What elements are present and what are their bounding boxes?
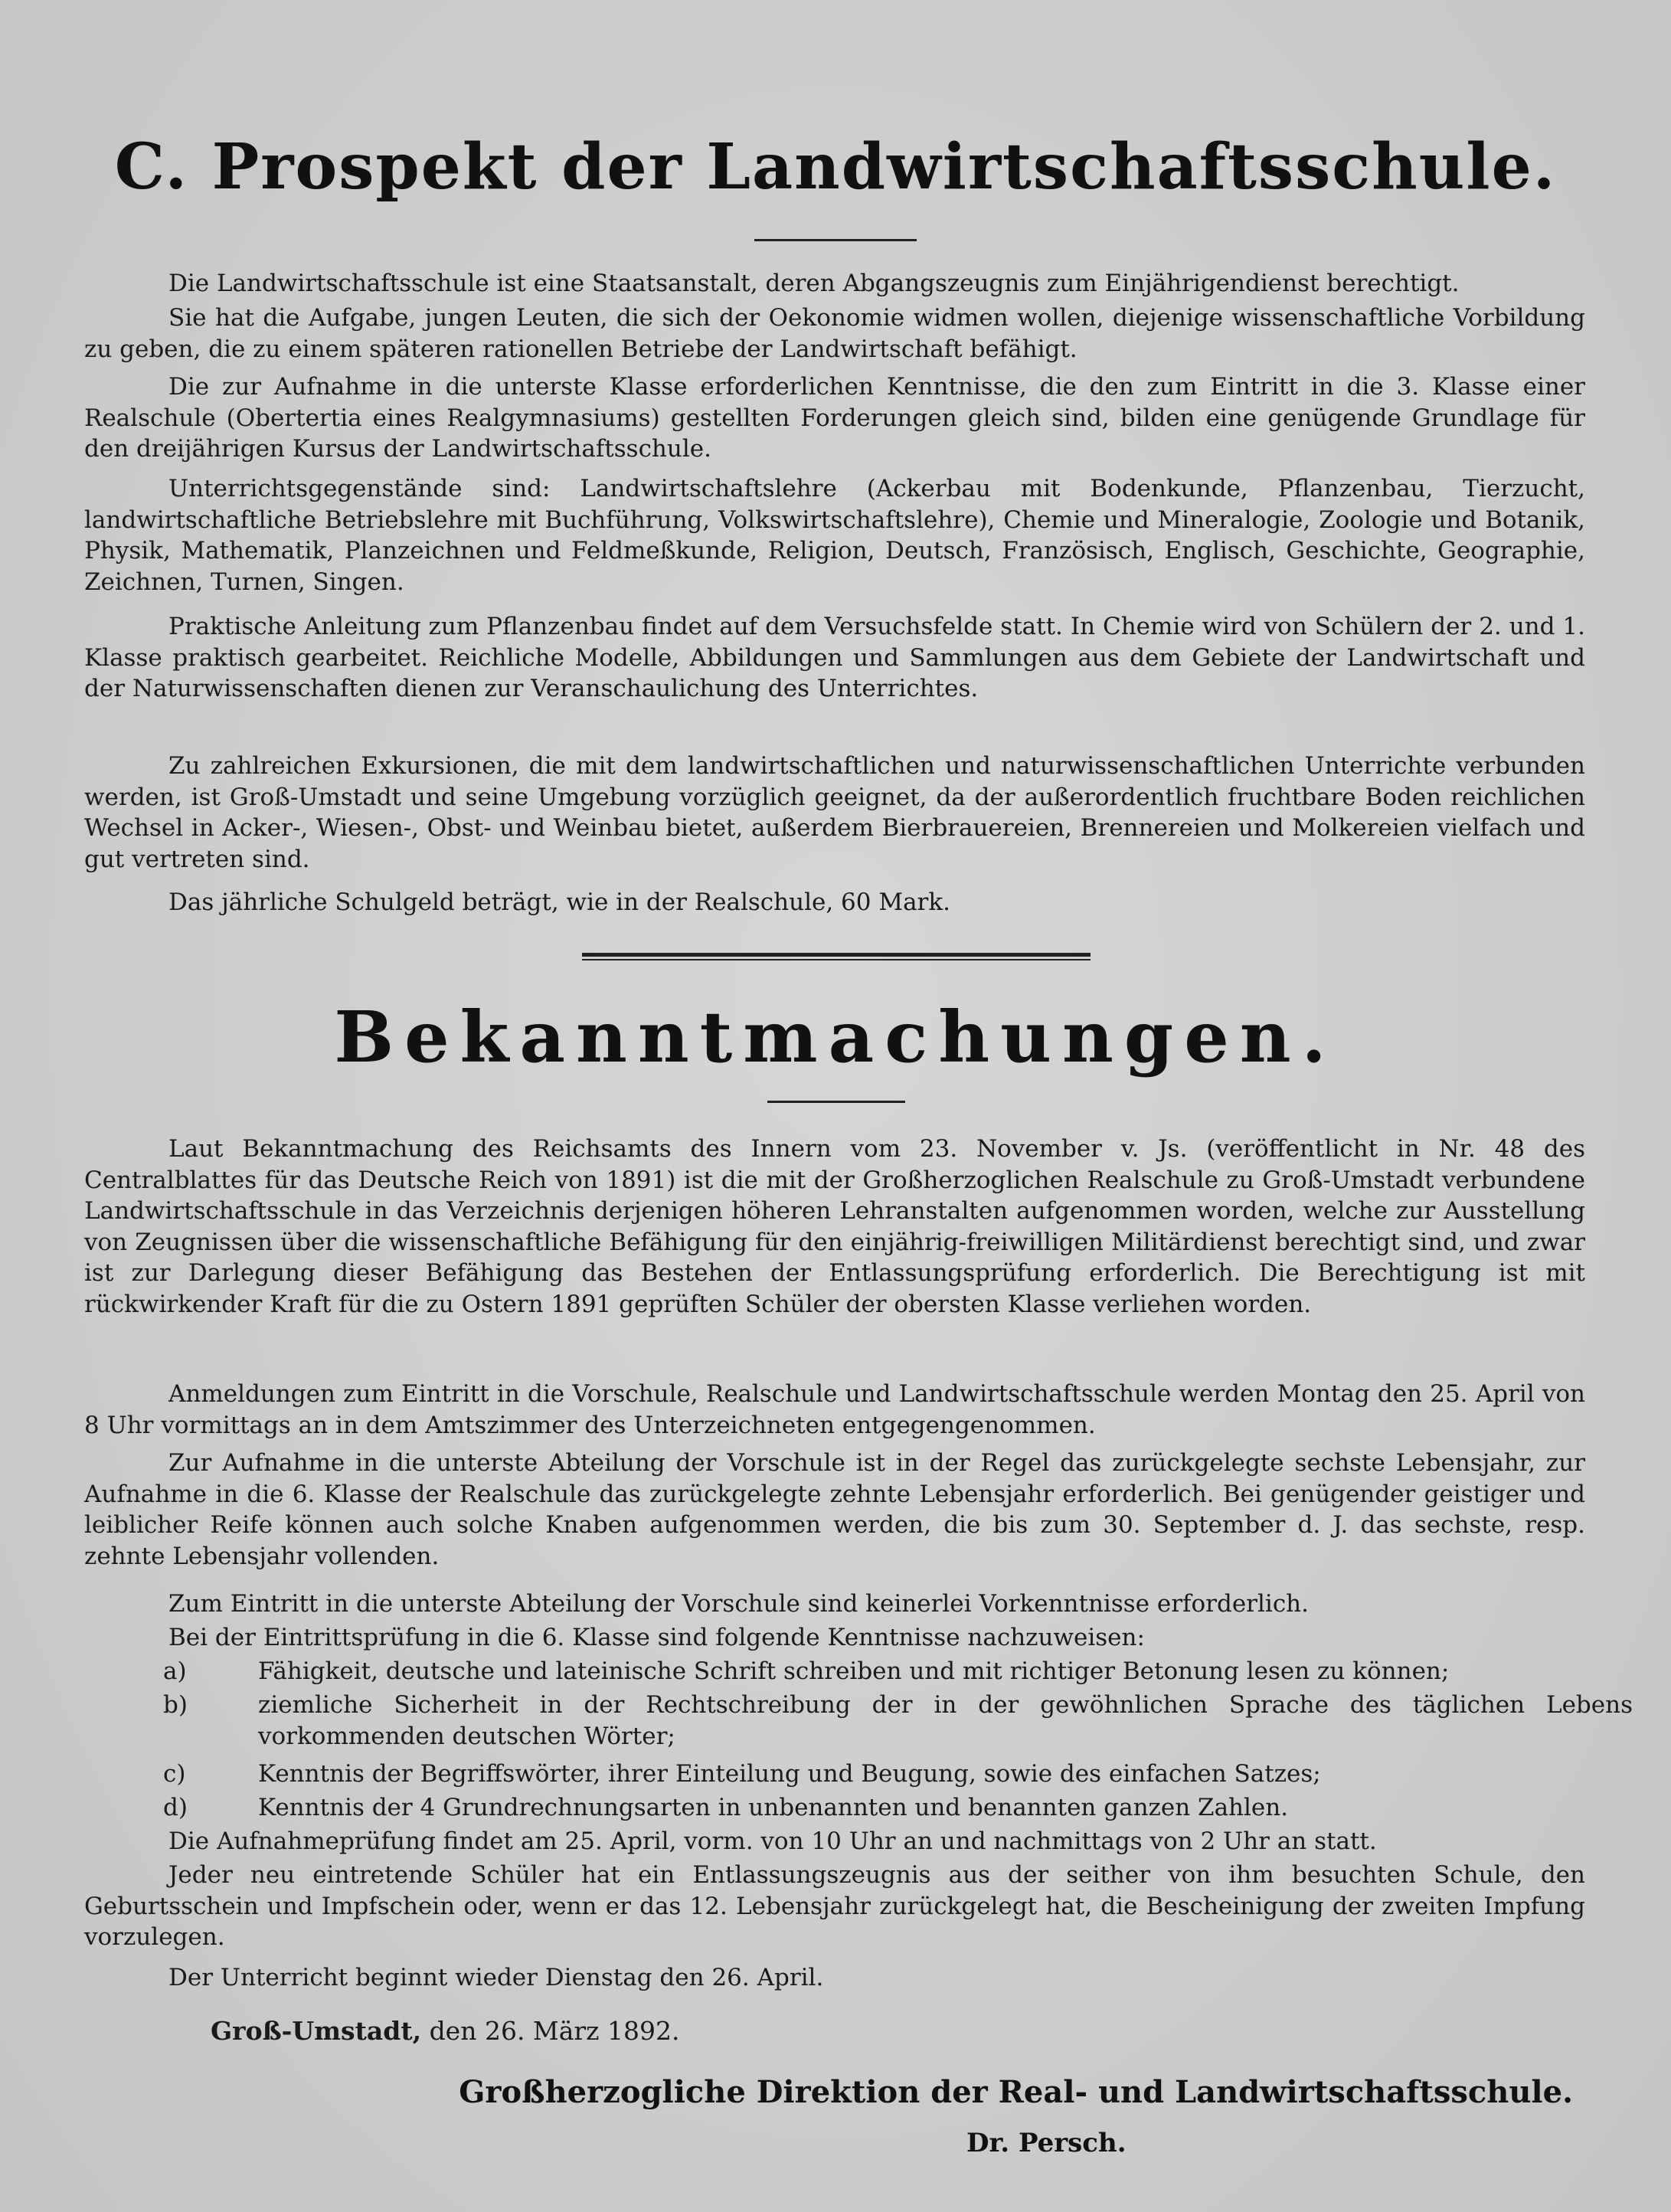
section-c-paragraph: Das jährliche Schulgeld beträgt, wie in der Realschule, 60 Mark.: [168, 888, 951, 916]
requirement-label: b): [163, 1691, 188, 1719]
announcement-paragraph: Zur Aufnahme in die unterste Abteilung der Vorschule ist in der Regel das zurückgelegte sechste Lebensjahr, zur Aufnahme in die 6. Klasse der Realschule das zurückgelegte zehnte Lebensjahr erforderlich. Bei genügender geistiger und leiblicher Reife können auch solche Knaben aufgenommen werden, die bis zum 30. September d. J. das sechste, resp. zehnte Lebensjahr vollenden.: [84, 1449, 1585, 1570]
section-c-heading: C. Prospekt der Landwirtschaftsschule.: [114, 130, 1557, 204]
heading-rule: [767, 1101, 905, 1103]
requirement-label: c): [163, 1760, 186, 1788]
signature-place: Groß-Umstadt,: [211, 2016, 422, 2046]
announcement-paragraph: Zum Eintritt in die unterste Abteilung der Vorschule sind keinerlei Vorkenntnisse erforderlich.: [168, 1590, 1309, 1618]
signature-name: Dr. Persch.: [966, 2128, 1127, 2158]
requirement-label: d): [163, 1794, 188, 1821]
announcement-paragraph: Anmeldungen zum Eintritt in die Vorschule, Realschule und Landwirtschaftsschule werden Montag den 25. April von 8 Uhr vormittags an in dem Amtszimmer des Unterzeichneten entgegengenommen.: [84, 1380, 1585, 1439]
section-c-paragraph: Unterrichtsgegenstände sind: Landwirtschaftslehre (Ackerbau mit Bodenkunde, Pflanzenbau, Tierzucht, landwirtschaftliche Betriebslehre mit Buchführung, Volkswirtschaftslehre), Chemie und Mineralogie, Zoologie und Botanik, Physik, Mathematik, Planzeichnen und Feldmeßkunde, Religion, Deutsch, Französisch, Englisch, Geschichte, Geographie, Zeichnen, Turnen, Singen.: [84, 475, 1585, 596]
section-divider: [582, 953, 1091, 960]
requirement-item: [163, 1656, 1633, 1687]
signature-authority: Großherzogliche Direktion der Real- und Landwirtschaftsschule.: [459, 2074, 1573, 2110]
requirement-item: [163, 1792, 1633, 1824]
announcement-paragraph: Laut Bekanntmachung des Reichsamts des Innern vom 23. November v. Js. (veröffentlicht in Nr. 48 des Centralblattes für das Deutsche Reich von 1891) ist die mit der Großherzoglichen Realschule zu Groß-Umstadt verbundene Landwirtschaftsschule in das Verzeichnis derjenigen höheren Lehranstalten aufgenommen worden, welche zur Ausstellung von Zeugnissen über die wissenschaftliche Befähigung für den einjährig-freiwilligen Militärdienst berechtigt sind, und zwar ist zur Darlegung dieser Befähigung das Bestehen der Entlassungsprüfung erforderlich. Die Berechtigung ist mit rückwirkender Kraft für die zu Ostern 1891 geprüften Schüler der obersten Klasse verliehen worden.: [84, 1135, 1585, 1318]
requirement-text: ziemliche Sicherheit in der Rechtschreibung der in der gewöhnlichen Sprache des täglichen Lebens vorkommenden deutschen Wörter;: [258, 1691, 1633, 1750]
section-c-paragraph: Praktische Anleitung zum Pflanzenbau findet auf dem Versuchsfelde statt. In Chemie wird von Schülern der 2. und 1. Klasse praktisch gearbeitet. Reichliche Modelle, Abbildungen und Sammlungen aus dem Gebiete der Landwirtschaft und der Naturwissenschaften dienen zur Veranschaulichung des Unterrichtes.: [84, 613, 1585, 702]
section-c-paragraph: Sie hat die Aufgabe, jungen Leuten, die sich der Oekonomie widmen wollen, diejenige wissenschaftliche Vorbildung zu geben, die zu einem späteren rationellen Betriebe der Landwirtschaft befähigt.: [84, 304, 1585, 363]
requirement-label: a): [163, 1657, 187, 1685]
requirement-text: Fähigkeit, deutsche und lateinische Schrift schreiben und mit richtiger Betonung lesen zu können;: [258, 1657, 1450, 1685]
announcement-paragraph: Bei der Eintrittsprüfung in die 6. Klasse sind folgende Kenntnisse nachzuweisen:: [168, 1624, 1145, 1651]
requirement-text: Kenntnis der 4 Grundrechnungsarten in unbenannten und benannten ganzen Zahlen.: [258, 1794, 1289, 1821]
requirement-item: [163, 1759, 1633, 1790]
section-c-paragraph: Die zur Aufnahme in die unterste Klasse erforderlichen Kenntnisse, die den zum Eintritt in die 3. Klasse einer Realschule (Obertertia eines Realgymnasiums) gestellten Forderungen gleich sind, bilden eine genügende Grundlage für den dreijährigen Kursus der Landwirtschaftsschule.: [84, 373, 1585, 463]
announcement-paragraph: Jeder neu eintretende Schüler hat ein Entlassungszeugnis aus der seither von ihm besuchten Schule, den Geburtsschein und Impfschein oder, wenn er das 12. Lebensjahr zurückgelegt hat, die Bescheinigung der zweiten Impfung vorzulegen.: [84, 1861, 1585, 1951]
announcement-paragraph: Der Unterricht beginnt wieder Dienstag den 26. April.: [168, 1964, 824, 1991]
announcement-paragraph: Die Aufnahmeprüfung findet am 25. April, vorm. von 10 Uhr an und nachmittags von 2 Uhr an statt.: [168, 1828, 1377, 1855]
section-c-paragraph: Zu zahlreichen Exkursionen, die mit dem landwirtschaftlichen und naturwissenschaftlichen Unterrichte verbunden werden, ist Groß-Umstadt und seine Umgebung vorzüglich geeignet, da der außerordentlich fruchtbare Boden reichlichen Wechsel in Acker-, Wiesen-, Obst- und Weinbau bietet, außerdem Bierbrauereien, Brennereien und Molkereien vielfach und gut vertreten sind.: [84, 752, 1585, 873]
heading-rule: [754, 239, 917, 241]
section-c-paragraph: Die Landwirtschaftsschule ist eine Staatsanstalt, deren Abgangszeugnis zum Einjährigendienst berechtigt.: [168, 270, 1460, 297]
signature-place-date: [211, 2016, 680, 2046]
announcements-heading: Bekanntmachungen.: [334, 996, 1337, 1078]
requirement-text: Kenntnis der Begriffswörter, ihrer Einteilung und Beugung, sowie des einfachen Satzes;: [258, 1760, 1321, 1788]
requirement-item: [163, 1690, 1633, 1752]
signature-date: den 26. März 1892.: [429, 2016, 680, 2046]
